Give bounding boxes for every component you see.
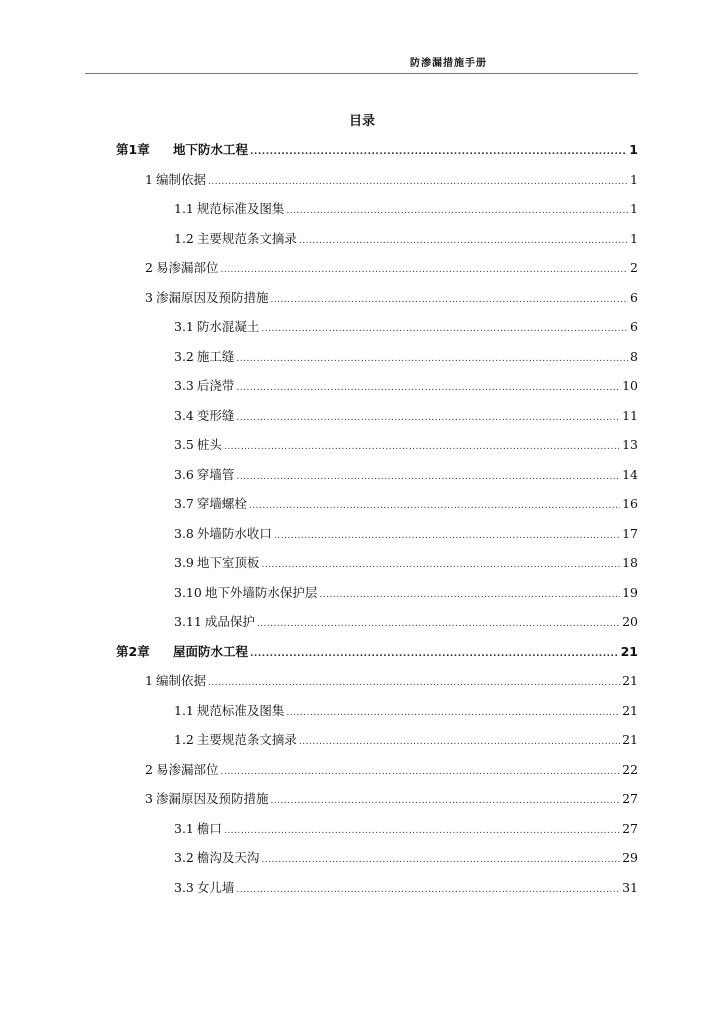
toc-entry-title: 外墙防水收口 xyxy=(196,525,272,541)
toc-page-number: 1 xyxy=(630,201,638,216)
toc-entry-number: 3.3 xyxy=(174,378,194,393)
toc-entry-number: 3.10 xyxy=(174,584,202,600)
toc-leader-dots xyxy=(208,172,628,192)
toc-page-number: 11 xyxy=(622,407,638,423)
toc-entry[interactable] xyxy=(174,819,638,839)
toc-entry[interactable] xyxy=(174,347,638,367)
toc-page-number: 6 xyxy=(630,289,638,305)
toc-entry-title: 穿墙螺栓 xyxy=(196,496,247,511)
toc-page-number: 1 xyxy=(630,171,638,187)
toc-entry[interactable] xyxy=(174,376,638,396)
toc-page-number: 21 xyxy=(622,673,638,688)
toc-leader-dots xyxy=(208,673,620,693)
toc-entry-title: 檐沟及天沟 xyxy=(196,850,260,865)
toc-entry-number: 1.2 xyxy=(174,732,194,747)
toc-leader-dots xyxy=(257,614,620,634)
toc-page-number: 1 xyxy=(630,230,638,246)
toc-entry-number: 1.1 xyxy=(174,201,194,216)
toc-entry-number: 3 xyxy=(145,791,153,806)
toc-entry-number: 1.1 xyxy=(174,702,194,718)
toc-leader-dots xyxy=(224,437,620,457)
toc-entry[interactable] xyxy=(174,406,638,426)
toc-page-number: 16 xyxy=(622,496,638,511)
toc-entry-title: 施工缝 xyxy=(196,348,235,364)
toc-entry-number: 3.2 xyxy=(174,348,194,364)
toc-entry-number: 2 xyxy=(145,761,153,777)
toc-page-number: 27 xyxy=(622,791,638,806)
toc-leader-dots xyxy=(261,850,620,870)
toc-chapter-entry[interactable] xyxy=(116,140,638,160)
toc-entry-number: 3.1 xyxy=(174,820,194,836)
toc-entry[interactable] xyxy=(145,671,638,691)
toc-page-number: 19 xyxy=(622,584,638,600)
toc-entry-title: 穿墙管 xyxy=(196,466,235,482)
toc-page-number: 21 xyxy=(620,643,638,659)
toc-entry-title: 主要规范条文摘录 xyxy=(196,230,297,246)
toc-entry-number: 3.8 xyxy=(174,525,194,541)
toc-chapter-entry[interactable] xyxy=(116,642,638,662)
toc-entry[interactable] xyxy=(174,229,638,249)
toc-page-number: 27 xyxy=(622,820,638,836)
toc-leader-dots xyxy=(299,732,620,752)
toc-leader-dots xyxy=(250,142,627,162)
toc-entry-title: 地下室顶板 xyxy=(196,555,260,570)
toc-page-number: 29 xyxy=(622,850,638,865)
toc-entry-title: 规范标准及图集 xyxy=(196,702,285,718)
toc-leader-dots xyxy=(236,467,620,487)
toc-leader-dots xyxy=(286,703,620,723)
toc-entry[interactable] xyxy=(174,701,638,721)
toc-page-number: 18 xyxy=(622,555,638,570)
toc-leader-dots xyxy=(270,791,620,811)
toc-entry[interactable] xyxy=(145,170,638,190)
toc-entry-number: 第1章 xyxy=(116,142,150,157)
toc-entry[interactable] xyxy=(145,789,638,809)
toc-leader-dots xyxy=(319,585,620,605)
toc-entry-number: 3.9 xyxy=(174,555,194,570)
toc-leader-dots xyxy=(224,821,620,841)
toc-entry-number: 3.2 xyxy=(174,850,194,865)
toc-entry-number: 3.4 xyxy=(174,407,194,423)
toc-entry-number: 3.11 xyxy=(174,614,202,629)
toc-entry-number: 3.6 xyxy=(174,466,194,482)
toc-entry[interactable] xyxy=(174,612,638,632)
toc-page-number: 20 xyxy=(622,614,638,629)
toc-entry-title: 编制依据 xyxy=(155,673,206,688)
toc-entry-number: 3.1 xyxy=(174,319,194,334)
toc-entry-title: 变形缝 xyxy=(196,407,235,423)
toc-entry[interactable] xyxy=(174,435,638,455)
toc-leader-dots xyxy=(236,408,620,428)
toc-entry-number: 3.5 xyxy=(174,437,194,452)
toc-entry-title: 女儿墙 xyxy=(196,879,235,895)
toc-entry-title: 檐口 xyxy=(196,820,222,836)
toc-page-number: 21 xyxy=(622,732,638,747)
toc-leader-dots xyxy=(236,349,628,369)
toc-entry-number: 1.2 xyxy=(174,230,194,246)
toc-entry-number: 3 xyxy=(145,289,153,305)
toc-entry-title: 规范标准及图集 xyxy=(196,201,285,216)
toc-entry[interactable] xyxy=(174,878,638,898)
toc-entry-title: 屋面防水工程 xyxy=(173,643,249,659)
toc-entry[interactable] xyxy=(174,730,638,750)
toc-leader-dots xyxy=(299,231,628,251)
toc-entry-number: 1 xyxy=(145,673,153,688)
header-divider xyxy=(85,73,638,74)
toc-entry-title: 编制依据 xyxy=(155,171,206,187)
toc-entry-number: 第2章 xyxy=(116,643,150,659)
toc-entry-title: 成品保护 xyxy=(204,614,255,629)
toc-entry-title: 主要规范条文摘录 xyxy=(196,732,297,747)
toc-page-number: 1 xyxy=(629,142,638,157)
toc-leader-dots xyxy=(261,319,628,339)
toc-entry-title: 桩头 xyxy=(196,437,222,452)
toc-entry-number: 2 xyxy=(145,260,153,275)
toc-entry[interactable] xyxy=(145,288,638,308)
toc-page-number: 8 xyxy=(630,348,638,364)
toc-entry-title: 后浇带 xyxy=(196,378,235,393)
toc-entry[interactable] xyxy=(145,760,638,780)
toc-entry-title: 易渗漏部位 xyxy=(155,761,219,777)
toc-page-number: 13 xyxy=(622,437,638,452)
toc-entry-title: 地下防水工程 xyxy=(173,142,249,157)
toc-leader-dots xyxy=(286,201,628,221)
toc-leader-dots xyxy=(249,496,620,516)
toc-leader-dots xyxy=(236,880,620,900)
toc-entry-title: 渗漏原因及预防措施 xyxy=(155,289,269,305)
toc-leader-dots xyxy=(220,260,628,280)
toc-page-number: 17 xyxy=(622,525,638,541)
toc-entry-title: 渗漏原因及预防措施 xyxy=(155,791,269,806)
toc-entry[interactable] xyxy=(145,258,638,278)
toc-entry-number: 3.7 xyxy=(174,496,194,511)
toc-leader-dots xyxy=(250,644,619,664)
toc-entry[interactable] xyxy=(174,553,638,573)
toc-page-number: 31 xyxy=(622,879,638,895)
toc-entry[interactable] xyxy=(174,494,638,514)
toc-page-number: 6 xyxy=(630,319,638,334)
page-header xyxy=(0,48,724,74)
toc-title: 目录 xyxy=(348,114,375,129)
toc-leader-dots xyxy=(236,378,620,398)
toc-entry-title: 防水混凝土 xyxy=(196,319,260,334)
toc-leader-dots xyxy=(261,555,620,575)
toc-entry-number: 1 xyxy=(145,171,153,187)
toc-entry[interactable] xyxy=(174,465,638,485)
toc-entry-title: 地下外墙防水保护层 xyxy=(204,584,318,600)
toc-page-number: 14 xyxy=(622,466,638,482)
toc-entry[interactable] xyxy=(174,199,638,219)
toc-leader-dots xyxy=(274,526,620,546)
toc-leader-dots xyxy=(220,762,620,782)
toc-entry[interactable] xyxy=(174,848,638,868)
toc-entry[interactable] xyxy=(174,317,638,337)
toc-page-number: 10 xyxy=(622,378,638,393)
toc-entry-title: 易渗漏部位 xyxy=(155,260,219,275)
toc-leader-dots xyxy=(270,290,628,310)
toc-page-number: 21 xyxy=(622,702,638,718)
toc-entry[interactable] xyxy=(174,583,638,603)
toc-page-number: 2 xyxy=(630,260,638,275)
header-title: 防渗漏措施手册 xyxy=(410,58,487,69)
toc-entry-number: 3.3 xyxy=(174,879,194,895)
toc-entry[interactable] xyxy=(174,524,638,544)
toc-page-number: 22 xyxy=(622,761,638,777)
